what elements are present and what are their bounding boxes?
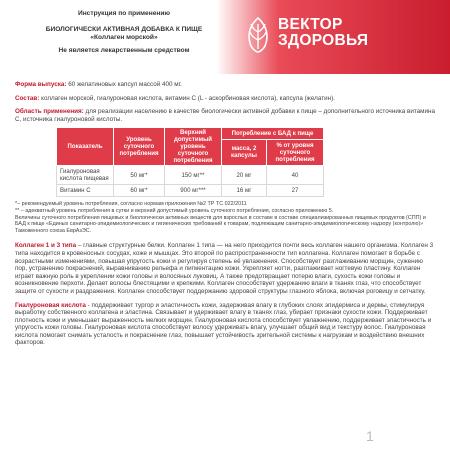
header-banner (0, 0, 450, 74)
form-paragraph (15, 81, 435, 89)
document-body (15, 81, 435, 353)
cell-mass: 20 мг (222, 166, 267, 185)
usage-paragraph (15, 108, 435, 123)
cell-name: Витамин C (57, 185, 114, 197)
cell-mass: 16 мг (222, 185, 267, 197)
col-mass: масса, 2 капсулы (222, 139, 267, 166)
col-group: Потребление с БАД к пище (222, 128, 324, 139)
usage-text: для реализации населению в качестве биологически активной добавки к пище – дополнительного источника витамина C, источника гиалуроновой кислоты. (15, 108, 435, 123)
brand-logo-icon (245, 16, 271, 54)
composition-label: Состав: (15, 94, 40, 102)
brand-line-1: ВЕКТОР (278, 16, 343, 33)
composition-paragraph (15, 95, 435, 103)
instruction-title: Инструкция по применению (77, 10, 171, 17)
usage-label: Область применения: (15, 108, 84, 116)
table-header-row (57, 128, 324, 139)
table-row (57, 166, 324, 185)
hyaluronic-paragraph (15, 302, 435, 348)
brand-line-2: ЗДОРОВЬЯ (278, 32, 369, 49)
disclaimer: Не является лекарственным средством (58, 47, 190, 54)
hyaluronic-text: - поддерживает тургор и эластичность кожи, задерживая влагу в глубоких слоях эпидермиса и дермы, стимулируя выработку собственного коллагена и эластина. Связывает и удерживает влагу в тканях глаз, убирает признаки сухости кожи. Поддерживает плотность кожи и уменьшает выраженность мелких морщин. Гиалуроновая кислота способствует увлажнению, поддерживает эластичность и упругость кожи головы. Гиалуроновая кислота способствует волосу удерживать влагу, улучшает общий вид и текстуру волос. Гиалуроновая кислота помогает снимать усталость и покраснение глаз, повышает устойчивость зрительной системы к нагрузкам и воздействию внешних факторов. (15, 301, 432, 347)
col-indicator: Показатель (57, 128, 114, 166)
cell-adequate: 50 мг* (114, 166, 165, 185)
collagen-paragraph (15, 242, 435, 295)
cell-name: Гиалуроновая кислота пищевая (57, 166, 114, 185)
cell-upper: 150 мг** (165, 166, 222, 185)
col-percent: % от уровня суточного потребления (267, 139, 324, 166)
cell-percent: 27 (267, 185, 324, 197)
cell-upper: 900 мг*** (165, 185, 222, 197)
footnote: ** – адекватный уровень потребления в сутки и верхний допустимый уровень суточного потребления, согласно приложению 5. (15, 207, 334, 214)
footnotes (15, 201, 435, 234)
nutrition-table (56, 127, 324, 197)
table-row (57, 185, 324, 197)
form-text: 60 желатиновых капсул массой 400 мг. (66, 81, 182, 88)
col-adequate: Уровень суточного потребления (114, 128, 165, 166)
brand-name (278, 17, 368, 49)
footnote: *– рекомендуемый уровень потребления, согласно нормам приложения №2 ТР ТС 022/2011 (15, 201, 247, 208)
collagen-text: – главные структурные белки. Коллаген 1 типа — на него приходится почти весь коллаген нашего организма. Коллаген 3 типа находится в кровеносных сосудах, коже и мышцах. Это второй по распространенности тип коллагена. Коллаген помогает в борьбе с возрастными изменениями, повышая упругость кожи и регулируя степень её увлажнения. Способствует разглаживанию морщин, сужению пор, устранению покраснений, выравниванию рельефа и пигментацию кожи. Укрепляет ногти, разглаживает ногтевую пластину. Коллаген играет важную роль в укреплении кожи головы и волосяных луковиц. А также предотвращает потерю влаги, сухость кожи головы и возникновение перхоти. Делает волосы блестящими и крепкими. Коллаген способствует удержанию влаги в тканях глаз, что способствует защите от сухости и раздражения. Коллаген способствует поддержанию здоровой структуры глазного яблока, включая роговицу и сетчатку. (15, 242, 434, 295)
composition-text: коллаген морской, гиалуроновая кислота, витамин C (L - аскорбиновая кислота), капсула (желатин). (39, 94, 335, 102)
cell-adequate: 60 мг* (114, 185, 165, 197)
col-upper: Верхний допустимый уровень суточного потребления (165, 128, 222, 166)
product-type: БИОЛОГИЧЕСКИ АКТИВНАЯ ДОБАВКА К ПИЩЕ (45, 26, 203, 33)
hyaluronic-label: Гиалуроновая кислота (15, 301, 86, 309)
header-text (10, 10, 238, 54)
footnote: Величины суточного потребления пищевых и биологически активных веществ для взрослых в составе в составе специализированных пищевых продуктов (СПП) и БАД к пище «Единых санитарно-эпидемиологических и гигиенических требований к товарам, подлежащим санитарно-эпидемиологическому надзору (контролю)» Таможенного союза ЕврАзЭС. (15, 214, 426, 234)
form-label: Форма выпуска: (15, 81, 67, 88)
collagen-label: Коллаген 1 и 3 типа (15, 242, 77, 250)
cell-percent: 40 (267, 166, 324, 185)
product-name: «Коллаген морской» (90, 34, 158, 41)
page-number: 1 (366, 428, 374, 444)
